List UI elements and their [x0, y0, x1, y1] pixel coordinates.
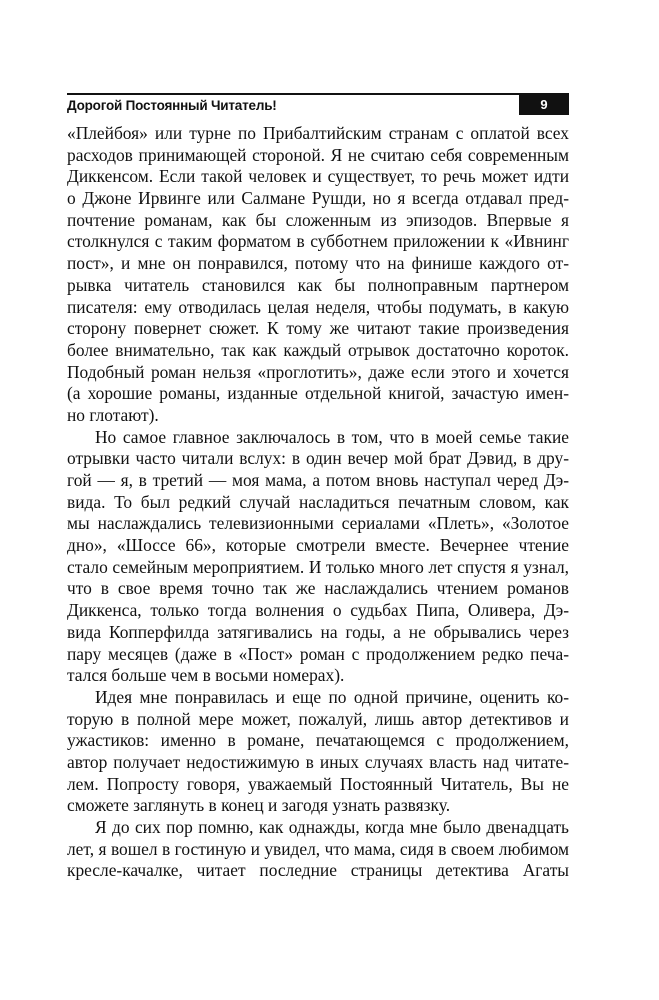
text-line: тался больше чем в восьми номерах).: [67, 665, 345, 686]
text-line: писателя: ему отводилась целая неделя, чтобы подумать, в какую: [67, 296, 569, 317]
text-line: более внимательно, так как каждый отрывок достаточно короток.: [67, 339, 569, 360]
text-line: Идея мне понравилась и еще по одной причине, оценить ко-: [95, 686, 569, 707]
text-line: «Плейбоя» или турне по Прибалтийским странам с оплатой всех: [67, 123, 569, 143]
text-line: гой — я, в третий — моя мама, а потом вновь наступал черед Дэ-: [67, 470, 569, 490]
text-line: но глотают).: [67, 404, 159, 425]
text-line: Но самое главное заключалось в том, что в моей семье такие: [95, 426, 569, 447]
text-line: о Джоне Ирвинге или Салмане Рушди, но я всегда отдавал пред-: [67, 188, 569, 209]
text-line: (а хорошие романы, изданные отдельной книгой, зачастую имен-: [67, 383, 569, 404]
text-line: столкнулся с таким форматом в субботнем приложении к «Ивнинг: [67, 231, 569, 252]
text-line: мы наслаждались телевизионными сериалами «Плеть», «Золотое: [67, 513, 569, 534]
text-line: почтение романам, как бы сложенным из эпизодов. Впервые я: [67, 209, 569, 230]
body-text: [67, 123, 569, 882]
running-header: [67, 93, 569, 115]
text-line: сможете заглянуть в конец и загодя узнать развязку.: [67, 795, 451, 816]
running-title: Дорогой Постоянный Читатель!: [67, 98, 277, 113]
text-line: Подобный роман нельзя «проглотить», даже если этого и хочется: [67, 361, 569, 382]
page-number: 9: [519, 95, 569, 115]
text-line: торую в полной мере может, пожалуй, лишь автор детективов и: [67, 708, 569, 729]
text-line: пару месяцев (даже в «Пост» роман с продолжением редко печа-: [67, 643, 569, 664]
text-line: лем. Попросту говоря, уважаемый Постоянный Читатель, Вы не: [67, 773, 569, 794]
text-line: отрывки часто читали вслух: в один вечер мой брат Дэвид, в дру-: [67, 448, 569, 469]
text-line: автор получает недостижимую в иных случаях власть над читате-: [67, 751, 569, 772]
text-line: Диккенсом. Если такой человек и существует, то речь может идти: [67, 166, 569, 187]
text-line: дно», «Шоссе 66», которые смотрели вместе. Вечернее чтение: [67, 535, 569, 556]
text-line: кресле-качалке, читает последние страницы детектива Агаты: [67, 860, 569, 881]
text-line: расходов принимающей стороной. Я не считаю себя современным: [67, 144, 569, 165]
text-line: Я до сих пор помню, как однажды, когда мне было двенадцать: [95, 817, 569, 837]
text-line: лет, я вошел в гостиную и увидел, что мама, сидя в своем любимом: [67, 838, 569, 859]
text-line: стало семейным мероприятием. И только много лет спустя я узнал,: [67, 556, 569, 577]
text-line: вида Копперфилда затягивались на годы, а не обрывались через: [67, 621, 569, 642]
text-line: рывка читатель становился как бы полноправным партнером: [67, 274, 569, 295]
text-line: пост», и мне он понравился, потому что на финише каждого от-: [67, 253, 569, 274]
text-line: что в свое время точно так же наслаждались чтением романов: [67, 578, 569, 599]
text-line: ужастиков: именно в романе, печатающемся с продолжением,: [67, 730, 569, 751]
text-line: Диккенса, только тогда волнения о судьбах Пипа, Оливера, Дэ-: [67, 600, 569, 621]
text-line: сторону повернет сюжет. К тому же читают такие произведения: [67, 318, 569, 339]
text-line: вида. То был редкий случай насладиться печатным словом, как: [67, 491, 569, 512]
